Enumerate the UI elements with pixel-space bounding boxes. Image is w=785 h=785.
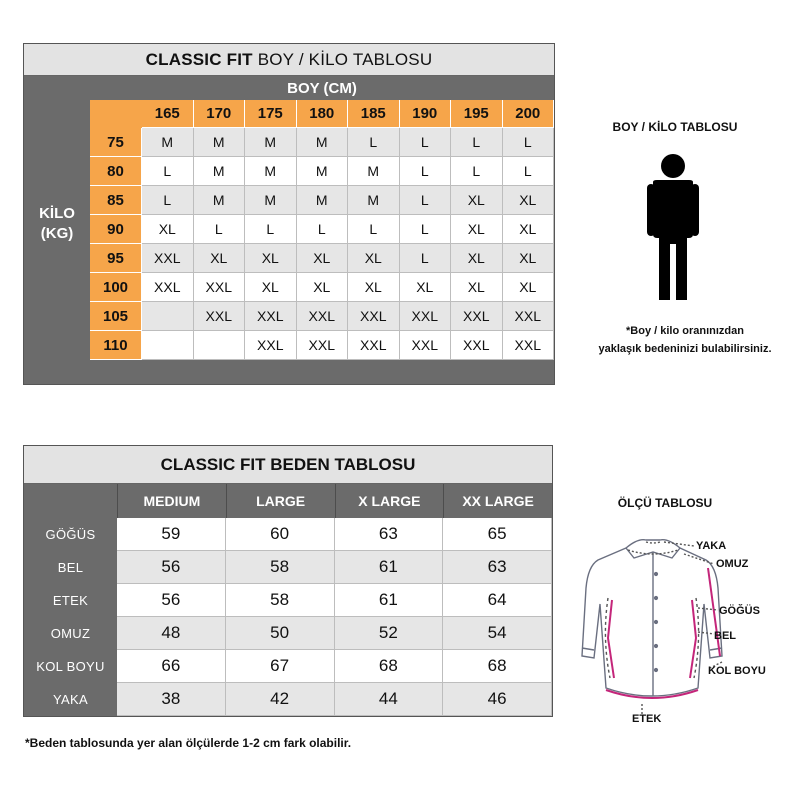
label-etek: ETEK: [632, 713, 662, 725]
height-column-header: 180: [297, 100, 349, 128]
title-bold: CLASSIC FIT: [145, 49, 253, 69]
size-cell: M: [194, 128, 246, 157]
weight-row-header: 105: [90, 302, 142, 331]
measurement-cell: 63: [335, 518, 444, 551]
measurement-row-header: KOL BOYU: [36, 659, 105, 674]
measurement-row-header: ETEK: [52, 593, 89, 608]
size-cell: XXL: [451, 302, 503, 331]
height-column-header: 190: [400, 100, 452, 128]
size-cell: XXL: [400, 302, 452, 331]
measurement-row-header: OMUZ: [50, 626, 91, 641]
measurement-cell: 42: [226, 683, 335, 716]
size-cell: XL: [297, 273, 349, 302]
size-cell: M: [245, 157, 297, 186]
size-cell: L: [400, 186, 452, 215]
size-cell: XL: [348, 273, 400, 302]
size-cell: XL: [503, 215, 555, 244]
weight-row-header: 110: [90, 331, 142, 360]
side-title-olcu: ÖLÇÜ TABLOSU: [617, 496, 713, 510]
size-cell: M: [245, 186, 297, 215]
height-column-header: 165: [142, 100, 194, 128]
size-cell: XXL: [348, 331, 400, 360]
weight-header-line1: KİLO: [39, 205, 75, 222]
size-cell: L: [400, 157, 452, 186]
boy-kilo-grid: [90, 100, 554, 384]
size-cell: L: [194, 215, 246, 244]
size-cell: XXL: [400, 331, 452, 360]
beden-table-title: CLASSIC FIT BEDEN TABLOSU: [24, 446, 552, 484]
size-cell: XXL: [194, 302, 246, 331]
size-cell: L: [451, 157, 503, 186]
label-yaka: YAKA: [696, 540, 727, 552]
size-cell: M: [297, 157, 349, 186]
beden-table: [23, 445, 553, 717]
height-column-header: 200: [503, 100, 555, 128]
side-note: [590, 322, 780, 358]
boy-kilo-table: [23, 43, 555, 385]
weight-row-header: 80: [90, 157, 142, 186]
measurement-cell: 48: [117, 617, 226, 650]
note-line1: *Boy / kilo oranınızdan: [626, 325, 744, 337]
measurement-row-header: YAKA: [53, 692, 88, 707]
measurement-cell: 59: [117, 518, 226, 551]
measurement-cell: 60: [226, 518, 335, 551]
size-cell: [194, 331, 246, 360]
measurement-cell: 58: [226, 551, 335, 584]
label-omuz: OMUZ: [716, 558, 749, 570]
size-cell: XL: [503, 186, 555, 215]
measurement-cell: 61: [335, 551, 444, 584]
size-cell: XL: [245, 244, 297, 273]
measurement-cell: 65: [443, 518, 552, 551]
size-cell: L: [245, 215, 297, 244]
size-cell: XXL: [297, 302, 349, 331]
size-column-header: XX LARGE: [443, 484, 552, 518]
beden-grid: [24, 484, 552, 716]
size-cell: L: [451, 128, 503, 157]
size-cell: XL: [451, 215, 503, 244]
size-cell: M: [297, 186, 349, 215]
label-bel: BEL: [714, 630, 736, 642]
size-cell: XL: [348, 244, 400, 273]
size-cell: XL: [297, 244, 349, 273]
measurement-cell: 67: [226, 650, 335, 683]
measurement-cell: 58: [226, 584, 335, 617]
size-cell: XL: [142, 215, 194, 244]
size-cell: XXL: [245, 331, 297, 360]
size-cell: XL: [503, 244, 555, 273]
measurement-cell: 56: [117, 551, 226, 584]
label-gogus: GÖĞÜS: [719, 605, 760, 617]
measurement-cell: 68: [335, 650, 444, 683]
label-kol-boyu: KOL BOYU: [708, 665, 766, 677]
size-cell: XXL: [451, 331, 503, 360]
size-cell: M: [348, 157, 400, 186]
size-cell: L: [297, 215, 349, 244]
size-cell: M: [142, 128, 194, 157]
size-cell: XXL: [503, 302, 555, 331]
size-cell: XL: [400, 273, 452, 302]
size-column-header: X LARGE: [335, 484, 444, 518]
weight-row-header: 75: [90, 128, 142, 157]
size-cell: M: [194, 157, 246, 186]
size-cell: XL: [451, 244, 503, 273]
size-cell: [142, 302, 194, 331]
measurement-cell: 44: [335, 683, 444, 716]
size-cell: XL: [194, 244, 246, 273]
size-cell: L: [348, 215, 400, 244]
measurement-cell: 52: [335, 617, 444, 650]
size-cell: L: [142, 157, 194, 186]
size-cell: XXL: [348, 302, 400, 331]
size-cell: M: [245, 128, 297, 157]
measurement-cell: 63: [443, 551, 552, 584]
measurement-cell: 46: [443, 683, 552, 716]
size-cell: L: [400, 244, 452, 273]
measurement-cell: 64: [443, 584, 552, 617]
height-column-header: 195: [451, 100, 503, 128]
size-column-header: MEDIUM: [117, 484, 226, 518]
weight-row-header: 95: [90, 244, 142, 273]
size-cell: M: [194, 186, 246, 215]
note-line2: yaklaşık bedeninizi bulabilirsiniz.: [598, 343, 772, 355]
side-title-boy-kilo: BOY / KİLO TABLOSU: [612, 120, 738, 134]
size-cell: L: [348, 128, 400, 157]
measurement-row-header: GÖĞÜS: [45, 527, 96, 542]
measurement-row-header: BEL: [57, 560, 84, 575]
size-cell: M: [297, 128, 349, 157]
size-cell: L: [400, 128, 452, 157]
size-cell: XXL: [194, 273, 246, 302]
size-cell: XXL: [245, 302, 297, 331]
height-column-header: 185: [348, 100, 400, 128]
size-cell: XL: [503, 273, 555, 302]
measurement-cell: 66: [117, 650, 226, 683]
measurement-cell: 56: [117, 584, 226, 617]
size-cell: L: [503, 128, 555, 157]
size-cell: XXL: [503, 331, 555, 360]
size-column-header: LARGE: [226, 484, 335, 518]
boy-kilo-table-title: [24, 44, 554, 76]
footnote: *Beden tablosunda yer alan ölçülerde 1-2 cm fark olabilir.: [25, 736, 352, 750]
size-cell: XXL: [142, 244, 194, 273]
size-cell: L: [142, 186, 194, 215]
size-cell: XL: [451, 186, 503, 215]
measurement-cell: 50: [226, 617, 335, 650]
person-silhouette-icon: [645, 152, 701, 302]
height-axis-header: BOY (CM): [287, 79, 357, 97]
weight-row-header: 85: [90, 186, 142, 215]
weight-header-line2: (KG): [40, 225, 74, 242]
height-column-header: 170: [194, 100, 246, 128]
size-cell: L: [503, 157, 555, 186]
size-cell: M: [348, 186, 400, 215]
weight-axis-header: [24, 204, 90, 244]
grid-corner: [90, 100, 142, 128]
measurement-cell: 68: [443, 650, 552, 683]
weight-row-header: 90: [90, 215, 142, 244]
size-cell: L: [400, 215, 452, 244]
size-cell: XXL: [297, 331, 349, 360]
measurement-cell: 61: [335, 584, 444, 617]
size-cell: XL: [245, 273, 297, 302]
title-rest: BOY / KİLO TABLOSU: [257, 49, 433, 69]
weight-row-header: 100: [90, 273, 142, 302]
size-cell: XL: [451, 273, 503, 302]
measurement-cell: 54: [443, 617, 552, 650]
size-cell: XXL: [142, 273, 194, 302]
measurement-cell: 38: [117, 683, 226, 716]
height-column-header: 175: [245, 100, 297, 128]
size-cell: [142, 331, 194, 360]
